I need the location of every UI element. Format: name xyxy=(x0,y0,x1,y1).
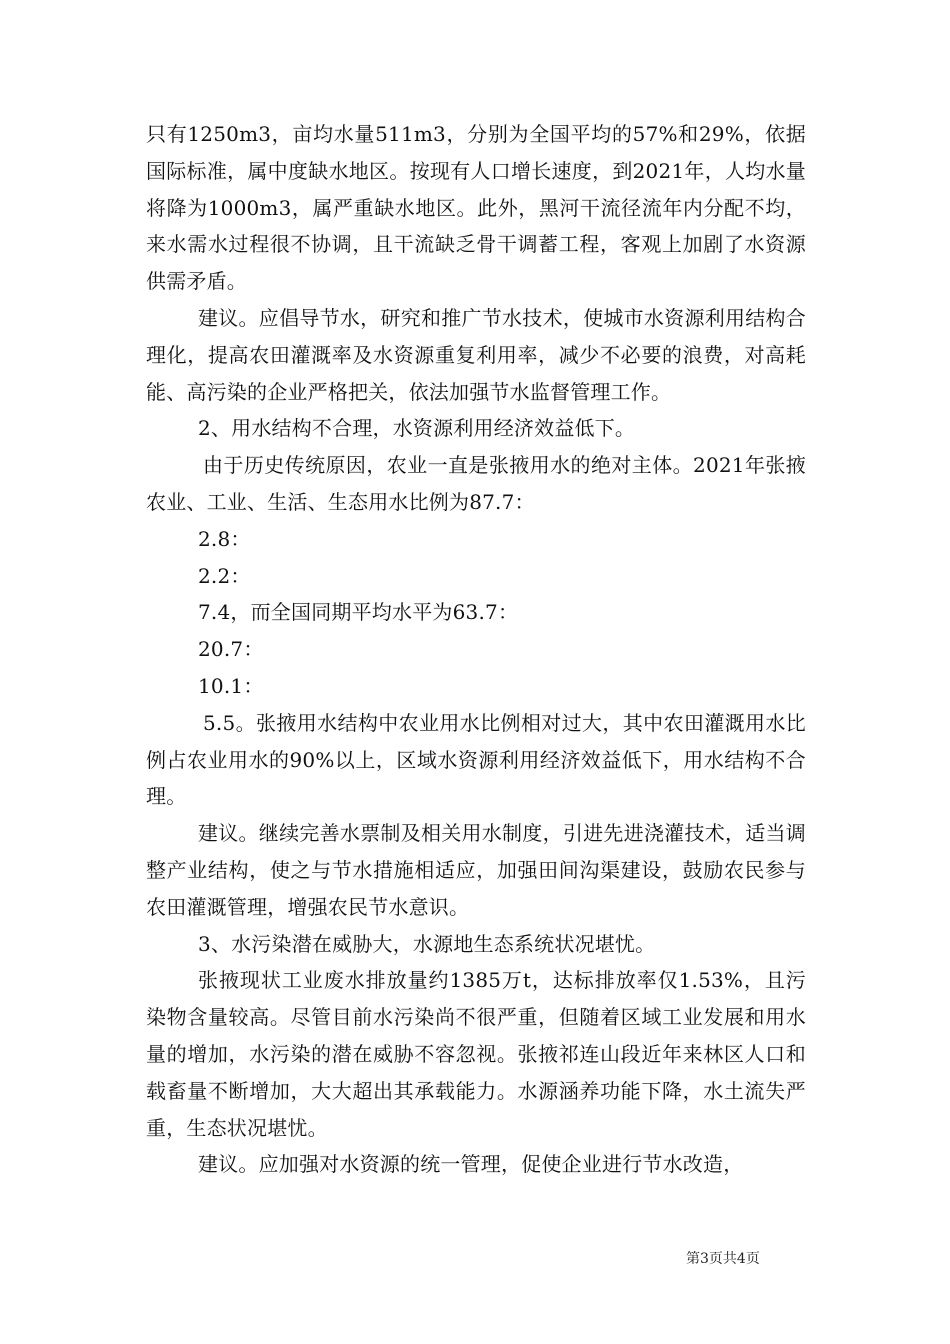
paragraph-suggestion-2: 建议。继续完善水票制及相关用水制度，引进先进浇灌技术，适当调整产业结构，使之与节水措施相适应，加强田间沟渠建设，鼓励农民参与农田灌溉管理，增强农民节水意识。 xyxy=(146,821,806,919)
paragraph-suggestion-1: 建议。应倡导节水，研究和推广节水技术，使城市水资源利用结构合理化，提高农田灌溉率及水资源重复利用率，减少不必要的浪费，对高耗能、高污染的企业严格把关，依法加强节水监督管理工作。 xyxy=(146,305,806,404)
ratio-line: 20.7： xyxy=(198,637,264,662)
paragraph-structure: 5.5。张掖用水结构中农业用水比例相对过大，其中农田灌溉用水比例占农业用水的90%以上，区域水资源利用经济效益低下，用水结构不合理。 xyxy=(146,710,806,809)
document-body xyxy=(146,116,806,1183)
paragraph-water-shortage: 只有1250m3，亩均水量511m3，分别为全国平均的57%和29%，依据国际标准，属中度缺水地区。按现有人口增长速度，到2021年，人均水量将降为1000m3，属严重缺水地区。此外，黑河干流径流年内分配不均，来水需水过程很不协调，且干流缺乏骨干调蓄工程，客观上加剧了水资源供需矛盾。 xyxy=(146,122,806,294)
paragraph-agriculture-use: 由于历史传统原因，农业一直是张掖用水的绝对主体。2021年张掖农业、工业、生活、生态用水比例为87.7： xyxy=(146,453,806,514)
paragraph-suggestion-3: 建议。应加强对水资源的统一管理，促使企业进行节水改造， xyxy=(198,1152,744,1177)
page-number: 第3页共4页 xyxy=(686,1251,760,1267)
section-heading-3: 3、水污染潜在威胁大，水源地生态系统状况堪忧。 xyxy=(198,931,656,956)
section-heading-2: 2、用水结构不合理，水资源利用经济效益低下。 xyxy=(198,416,636,441)
ratio-line: 2.8： xyxy=(198,526,251,551)
ratio-line: 2.2： xyxy=(198,563,251,588)
ratio-line: 10.1： xyxy=(198,673,264,698)
ratio-line: 7.4，而全国同期平均水平为63.7： xyxy=(198,600,519,625)
paragraph-pollution: 张掖现状工业废水排放量约1385万t，达标排放率仅1.53%，且污染物含量较高。尽管目前水污染尚不很严重，但随着区域工业发展和用水量的增加，水污染的潜在威胁不容忽视。张掖祁连山段近年来林区人口和载畜量不断增加，大大超出其承载能力。水源涵养功能下降，水土流失严重，生态状况堪忧。 xyxy=(146,968,806,1140)
